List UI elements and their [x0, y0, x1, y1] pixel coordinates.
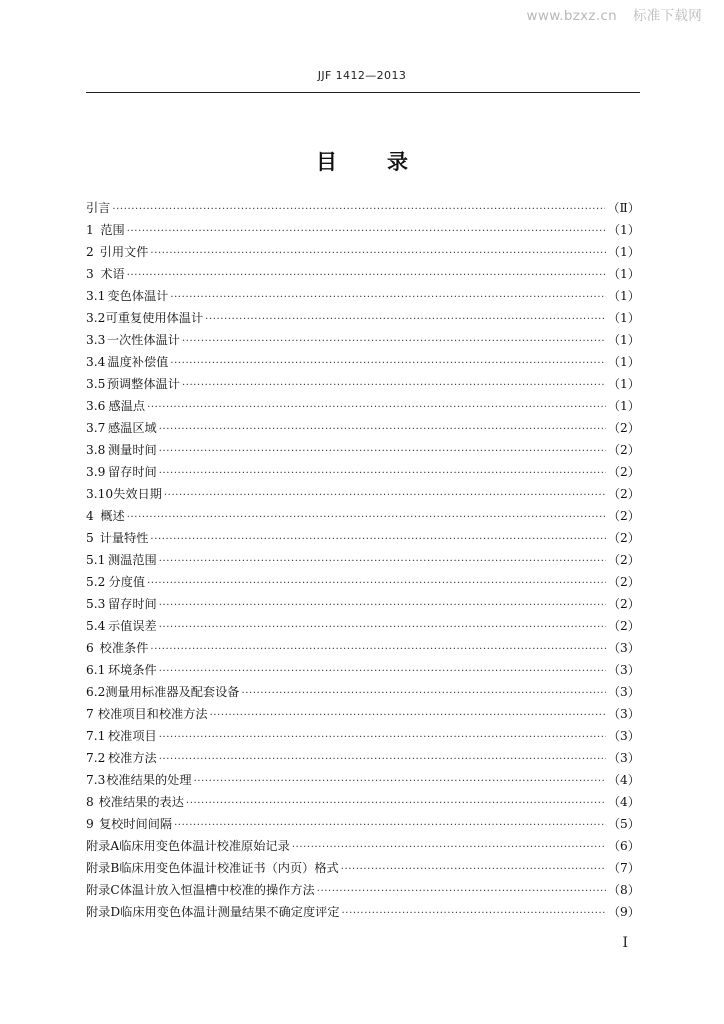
- toc-dot-leader: [292, 837, 606, 859]
- toc-entry-page: （2）: [607, 575, 640, 589]
- toc-dot-leader: [159, 595, 606, 617]
- table-of-contents: [86, 197, 640, 923]
- toc-entry-number: 3.10: [86, 487, 114, 501]
- toc-entry-number: 3: [86, 267, 94, 281]
- toc-entry-number: 5.1: [86, 553, 106, 567]
- toc-dot-leader: [159, 661, 606, 683]
- toc-dot-leader: [127, 507, 606, 529]
- toc-entry[interactable]: [86, 329, 640, 351]
- toc-entry[interactable]: [86, 747, 640, 769]
- toc-entry-number: 3.3: [86, 333, 106, 347]
- toc-dot-leader: [170, 353, 606, 375]
- toc-dot-leader: [159, 441, 606, 463]
- toc-dot-leader: [317, 881, 606, 903]
- toc-entry[interactable]: [86, 879, 640, 901]
- toc-dot-leader: [341, 859, 606, 881]
- toc-dot-leader: [147, 573, 606, 595]
- toc-entry[interactable]: [86, 263, 640, 285]
- toc-entry-number: 3.1: [86, 289, 106, 303]
- toc-entry-label: 校准方法: [107, 751, 157, 765]
- toc-entry-page: （3）: [607, 707, 640, 721]
- toc-entry-label: 术语: [100, 267, 125, 281]
- toc-entry-number: 3.5: [86, 377, 106, 391]
- toc-entry[interactable]: [86, 769, 640, 791]
- toc-entry-number: 附录C: [86, 883, 120, 897]
- toc-entry-number: 附录D: [86, 905, 121, 919]
- toc-entry-label: 可重复使用体温计: [105, 311, 204, 325]
- toc-entry-page: （8）: [607, 883, 640, 897]
- toc-entry-page: （3）: [607, 685, 640, 699]
- toc-entry-label: 测量时间: [107, 443, 157, 457]
- toc-entry[interactable]: [86, 417, 640, 439]
- toc-entry[interactable]: [86, 835, 640, 857]
- toc-entry[interactable]: [86, 285, 640, 307]
- toc-entry[interactable]: [86, 659, 640, 681]
- toc-dot-leader: [241, 683, 605, 705]
- watermark-site: www.bzxz.cn: [526, 8, 617, 24]
- toc-entry-label: 测量用标准器及配套设备: [105, 685, 240, 699]
- toc-entry-label: 校准结果的表达: [98, 795, 184, 809]
- toc-entry-label: 临床用变色体温计测量结果不确定度评定: [120, 905, 340, 919]
- toc-entry-label: 一次性体温计: [106, 333, 180, 347]
- toc-entry-number: 附录A: [86, 839, 120, 853]
- toc-entry[interactable]: [86, 703, 640, 725]
- toc-entry[interactable]: [86, 637, 640, 659]
- toc-entry-number: 3.8: [86, 443, 106, 457]
- toc-entry[interactable]: [86, 593, 640, 615]
- watermark-title: 标准下载网: [633, 8, 702, 24]
- toc-entry-page: （5）: [607, 817, 640, 831]
- toc-entry-page: （Ⅱ）: [607, 201, 640, 215]
- toc-entry-number: 7: [86, 707, 94, 721]
- toc-entry[interactable]: [86, 549, 640, 571]
- toc-entry-label: 留存时间: [107, 597, 157, 611]
- toc-entry-page: （3）: [607, 751, 640, 765]
- toc-entry-label: 示值误差: [107, 619, 157, 633]
- toc-entry[interactable]: [86, 571, 640, 593]
- toc-entry-number: 3.2: [86, 311, 106, 325]
- toc-entry-label: 留存时间: [107, 465, 157, 479]
- toc-entry-number: 8: [86, 795, 94, 809]
- page-title-part2: 录: [387, 150, 408, 174]
- toc-dot-leader: [159, 617, 606, 639]
- toc-entry-label: 计量特性: [99, 531, 149, 545]
- toc-entry-label: 复校时间间隔: [98, 817, 173, 831]
- toc-entry-number: 7.1: [86, 729, 106, 743]
- toc-dot-leader: [159, 419, 606, 441]
- page-number: I: [622, 935, 628, 951]
- toc-entry-number: 6.1: [86, 663, 106, 677]
- page-title-part1: 目: [316, 150, 337, 174]
- toc-entry-page: （1）: [607, 289, 640, 303]
- toc-entry-number: 3.6: [86, 399, 106, 413]
- toc-dot-leader: [127, 265, 606, 287]
- toc-entry-number: 3.4: [86, 355, 106, 369]
- watermark: [527, 4, 702, 24]
- toc-entry[interactable]: [86, 373, 640, 395]
- toc-dot-leader: [147, 397, 606, 419]
- toc-entry[interactable]: [86, 725, 640, 747]
- toc-entry-label: 校准条件: [99, 641, 149, 655]
- toc-dot-leader: [182, 375, 606, 397]
- toc-dot-leader: [150, 639, 605, 661]
- document-code: JJF 1412—2013: [317, 69, 407, 82]
- toc-entry[interactable]: [86, 791, 640, 813]
- toc-entry-label: 临床用变色体温计校准原始记录: [119, 839, 290, 853]
- toc-entry[interactable]: [86, 307, 640, 329]
- toc-dot-leader: [127, 221, 606, 243]
- toc-entry-label: 温度补偿值: [107, 355, 169, 369]
- toc-dot-leader: [150, 529, 605, 551]
- toc-entry-label: 失效日期: [113, 487, 162, 501]
- header-divider: [86, 92, 640, 93]
- toc-entry-label: 预调整体温计: [106, 377, 180, 391]
- toc-entry-page: （2）: [607, 465, 640, 479]
- toc-entry-label: 范围: [100, 223, 125, 237]
- toc-entry-page: （1）: [607, 355, 640, 369]
- page-title: [0, 146, 724, 176]
- toc-entry-number: 7.2: [86, 751, 106, 765]
- toc-entry-page: （2）: [607, 531, 640, 545]
- toc-entry-page: （3）: [607, 641, 640, 655]
- toc-entry-number: 9: [86, 817, 94, 831]
- toc-entry-number: 5.2: [86, 575, 106, 589]
- toc-entry-page: （2）: [607, 553, 640, 567]
- toc-entry-number: 3.7: [86, 421, 106, 435]
- toc-entry-page: （1）: [607, 267, 640, 281]
- toc-entry-label: 变色体温计: [107, 289, 169, 303]
- toc-dot-leader: [205, 309, 606, 331]
- toc-entry-number: 4: [86, 509, 94, 523]
- toc-dot-leader: [112, 199, 605, 221]
- toc-entry[interactable]: [86, 241, 640, 263]
- toc-entry[interactable]: [86, 505, 640, 527]
- toc-entry-page: （7）: [607, 861, 640, 875]
- toc-entry[interactable]: [86, 461, 640, 483]
- toc-entry-label: 感温点: [108, 399, 146, 413]
- toc-entry[interactable]: [86, 395, 640, 417]
- toc-dot-leader: [159, 463, 606, 485]
- toc-entry[interactable]: [86, 813, 640, 835]
- toc-entry-page: （2）: [607, 421, 640, 435]
- toc-entry-page: （1）: [607, 377, 640, 391]
- toc-entry-number: 7.3: [86, 773, 106, 787]
- toc-entry-page: （2）: [607, 597, 640, 611]
- toc-entry-page: （1）: [607, 311, 640, 325]
- toc-entry-label: 引言: [86, 201, 111, 215]
- toc-entry[interactable]: [86, 857, 640, 879]
- toc-entry-label: 引用文件: [99, 245, 149, 259]
- toc-entry-page: （1）: [607, 223, 640, 237]
- toc-entry-page: （3）: [607, 663, 640, 677]
- toc-entry-number: 附录B: [86, 861, 120, 875]
- toc-entry-page: （4）: [607, 795, 640, 809]
- toc-entry-number: 5.4: [86, 619, 106, 633]
- toc-dot-leader: [182, 331, 606, 353]
- toc-entry-page: （6）: [607, 839, 640, 853]
- toc-entry-label: 感温区域: [107, 421, 157, 435]
- toc-entry[interactable]: [86, 527, 640, 549]
- toc-entry-page: （1）: [607, 399, 640, 413]
- toc-entry[interactable]: [86, 483, 640, 505]
- toc-entry-number: 6: [86, 641, 94, 655]
- toc-entry-label: 测温范围: [107, 553, 157, 567]
- toc-dot-leader: [210, 705, 606, 727]
- toc-dot-leader: [159, 749, 606, 771]
- toc-dot-leader: [159, 551, 606, 573]
- toc-dot-leader: [170, 287, 606, 309]
- toc-dot-leader: [164, 485, 606, 507]
- toc-entry-label: 校准项目和校准方法: [97, 707, 208, 721]
- toc-entry-number: 2: [86, 245, 94, 259]
- toc-entry-page: （1）: [607, 333, 640, 347]
- toc-entry-page: （3）: [607, 729, 640, 743]
- toc-dot-leader: [174, 815, 606, 837]
- toc-entry-number: 5.3: [86, 597, 106, 611]
- toc-dot-leader: [342, 903, 606, 925]
- toc-entry-page: （2）: [607, 509, 640, 523]
- toc-entry[interactable]: [86, 439, 640, 461]
- toc-entry-label: 体温计放入恒温槽中校准的操作方法: [119, 883, 315, 897]
- toc-entry-page: （1）: [607, 245, 640, 259]
- toc-entry[interactable]: [86, 901, 640, 923]
- toc-entry-page: （2）: [607, 487, 640, 501]
- toc-dot-leader: [150, 243, 605, 265]
- toc-entry[interactable]: [86, 219, 640, 241]
- toc-entry-number: 5: [86, 531, 94, 545]
- toc-dot-leader: [194, 771, 606, 793]
- toc-dot-leader: [159, 727, 606, 749]
- toc-entry-page: （2）: [607, 443, 640, 457]
- toc-entry-label: 环境条件: [107, 663, 157, 677]
- toc-entry[interactable]: [86, 615, 640, 637]
- toc-entry-label: 临床用变色体温计校准证书（内页）格式: [119, 861, 339, 875]
- toc-entry-label: 校准结果的处理: [106, 773, 192, 787]
- toc-entry[interactable]: [86, 681, 640, 703]
- toc-entry-page: （9）: [607, 905, 640, 919]
- toc-entry-page: （2）: [607, 619, 640, 633]
- toc-entry[interactable]: [86, 197, 640, 219]
- toc-entry-label: 概述: [100, 509, 125, 523]
- toc-entry-label: 校准项目: [107, 729, 157, 743]
- toc-entry-number: 6.2: [86, 685, 106, 699]
- toc-entry[interactable]: [86, 351, 640, 373]
- toc-entry-page: （4）: [607, 773, 640, 787]
- toc-entry-number: 1: [86, 223, 94, 237]
- toc-entry-number: 3.9: [86, 465, 106, 479]
- toc-entry-label: 分度值: [108, 575, 146, 589]
- toc-dot-leader: [186, 793, 606, 815]
